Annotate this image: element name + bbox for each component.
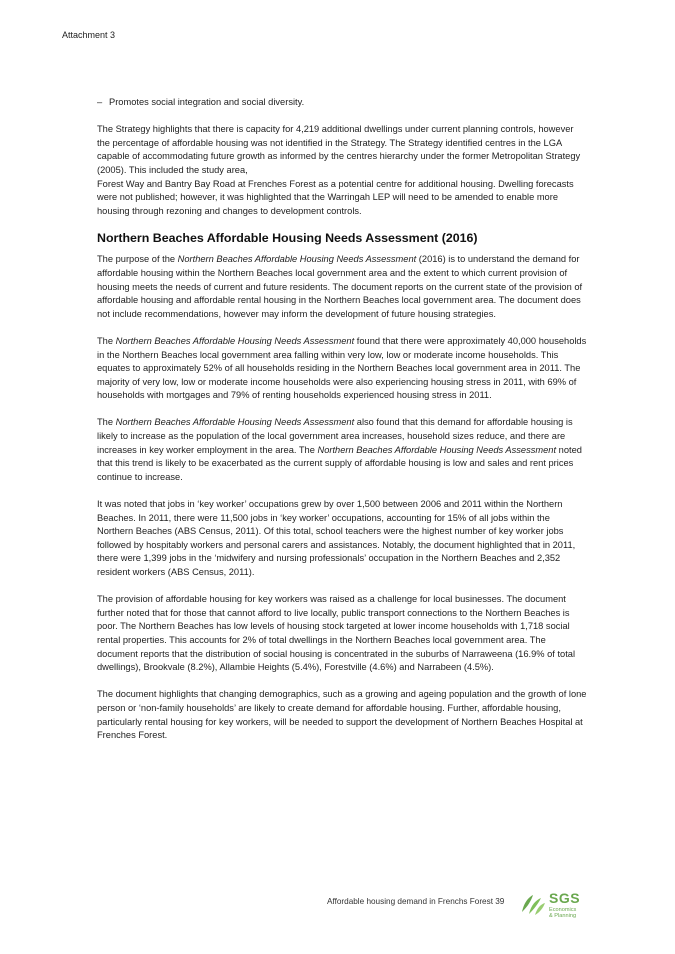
text: The <box>97 417 116 428</box>
text: also found that this demand for affordable housing is likely to increase as the population of the local government area increases, household sizes reduce, and there are increases in key worker employment in the area. The <box>97 417 573 455</box>
paragraph-strategy <box>97 123 587 218</box>
text: found that there were approximately 40,000 households in the Northern Beaches local government area falling within very low, low or moderate income households. This equates to approximately 52% of all households residing in the Northern Beaches local government area in 2011. The majority of very low, low or moderate income households were also experiencing housing stress in 2011, with 69% of households with mortgages and 79% of renting households experienced housing stress in 2011. <box>97 335 587 401</box>
paragraph-provision: The provision of affordable housing for key workers was raised as a challenge for local businesses. The document further noted that for those that cannot afford to live locally, public transport connections to the Northern Beaches is poor. The Northern Beaches has low levels of housing stock targeted at lower income households with 1,718 social rental properties. This accounts for 2% of total dwellings in the Northern Beaches local government area. The document reports that the distribution of social housing is concentrated in the suburbs of Narraweena (16.9% of total dwellings), Brookvale (8.2%), Allambie Heights (5.4%), Forestville (4.6%) and Narrabeen (4.5%). <box>97 594 576 673</box>
sgs-leaf-icon <box>520 892 546 916</box>
paragraph-purpose <box>97 253 587 321</box>
logo-subtitle-1: Economics <box>549 907 577 913</box>
document-title-italic: Northern Beaches Affordable Housing Needs Assessment <box>177 254 417 265</box>
document-title-italic: Northern Beaches Affordable Housing Needs Assessment <box>115 417 355 428</box>
text: The <box>97 335 116 346</box>
sgs-logo <box>520 890 590 920</box>
section-heading: Northern Beaches Affordable Housing Needs Assessment (2016) <box>97 231 478 246</box>
paragraph-demographics: The document highlights that changing demographics, such as a growing and ageing population and the growth of lone person or ‘non-family households’ are likely to create demand for affordable housing. Further, affordable housing, particularly rental housing for key workers, will be needed to support the development of Northern Beaches Hospital at Frenches Forest. <box>97 689 587 741</box>
document-body <box>97 96 587 756</box>
document-title-italic: Northern Beaches Affordable Housing Needs Assessment <box>115 335 355 346</box>
text: noted that this trend is likely to be exacerbated as the current supply of affordable housing is low and sales and rent prices continue to increase. <box>97 444 582 482</box>
logo-wordmark: SGS <box>549 890 581 906</box>
bullet-text: Promotes social integration and social diversity. <box>109 97 305 107</box>
document-title-italic: Northern Beaches Affordable Housing Needs Assessment <box>317 444 557 455</box>
attachment-label: Attachment 3 <box>62 30 116 40</box>
dash-bullet: – <box>97 97 103 107</box>
paragraph-key-workers: It was noted that jobs in ‘key worker’ occupations grew by over 1,500 between 2006 and 2011 within the Northern Beaches. In 2011, there were 11,500 jobs in ‘key worker’ occupations, accounting for 15% of all jobs within the Northern Beaches (ABS Census, 2011). Of this total, school teachers were the highest number of key worker jobs followed by hospitably workers and personal carers and assistances. Notably, the document highlighted that in 2011, there were 1,399 jobs in the ‘midwifery and nursing professionals’ occupation in the Northern Beaches and 2,352 resident workers (ABS Census, 2011). <box>97 499 576 577</box>
text: (2016) is to understand the demand for affordable housing within the Northern Beaches local government area and the extent to which current provision of housing meets the needs of current and future residents. The document reports on the current state of the provision of affordable housing and affordable rental housing in the Northern Beaches local government area. The document does not include recommendations, however may inform the development of future housing strategies. <box>97 254 583 319</box>
paragraph-demand <box>97 416 587 484</box>
bullet-item <box>97 96 587 110</box>
logo-subtitle-2: & Planning <box>549 913 577 919</box>
paragraph-strategy-text-2: Forest Way and Bantry Bay Road at Frenches Forest as a potential centre for additional housing. Dwelling forecasts were not published; however, it was highlighted that the Warringah LEP will need to be amended to enable more housing through rezoning and changes to development controls. <box>97 178 574 216</box>
paragraph-strategy-text: The Strategy highlights that there is capacity for 4,219 additional dwellings under current planning controls, however the percentage of affordable housing was not identified in the Strategy. The Strategy identified centres in the LGA capable of accommodating future growth as informed by the centres hierarchy under the former Metropolitan Strategy (2005). This included the study area, <box>97 124 581 175</box>
footer-page-label: Affordable housing demand in Frenchs Forest 39 <box>327 897 505 906</box>
text: The purpose of the <box>97 254 178 265</box>
paragraph-households <box>97 335 587 403</box>
